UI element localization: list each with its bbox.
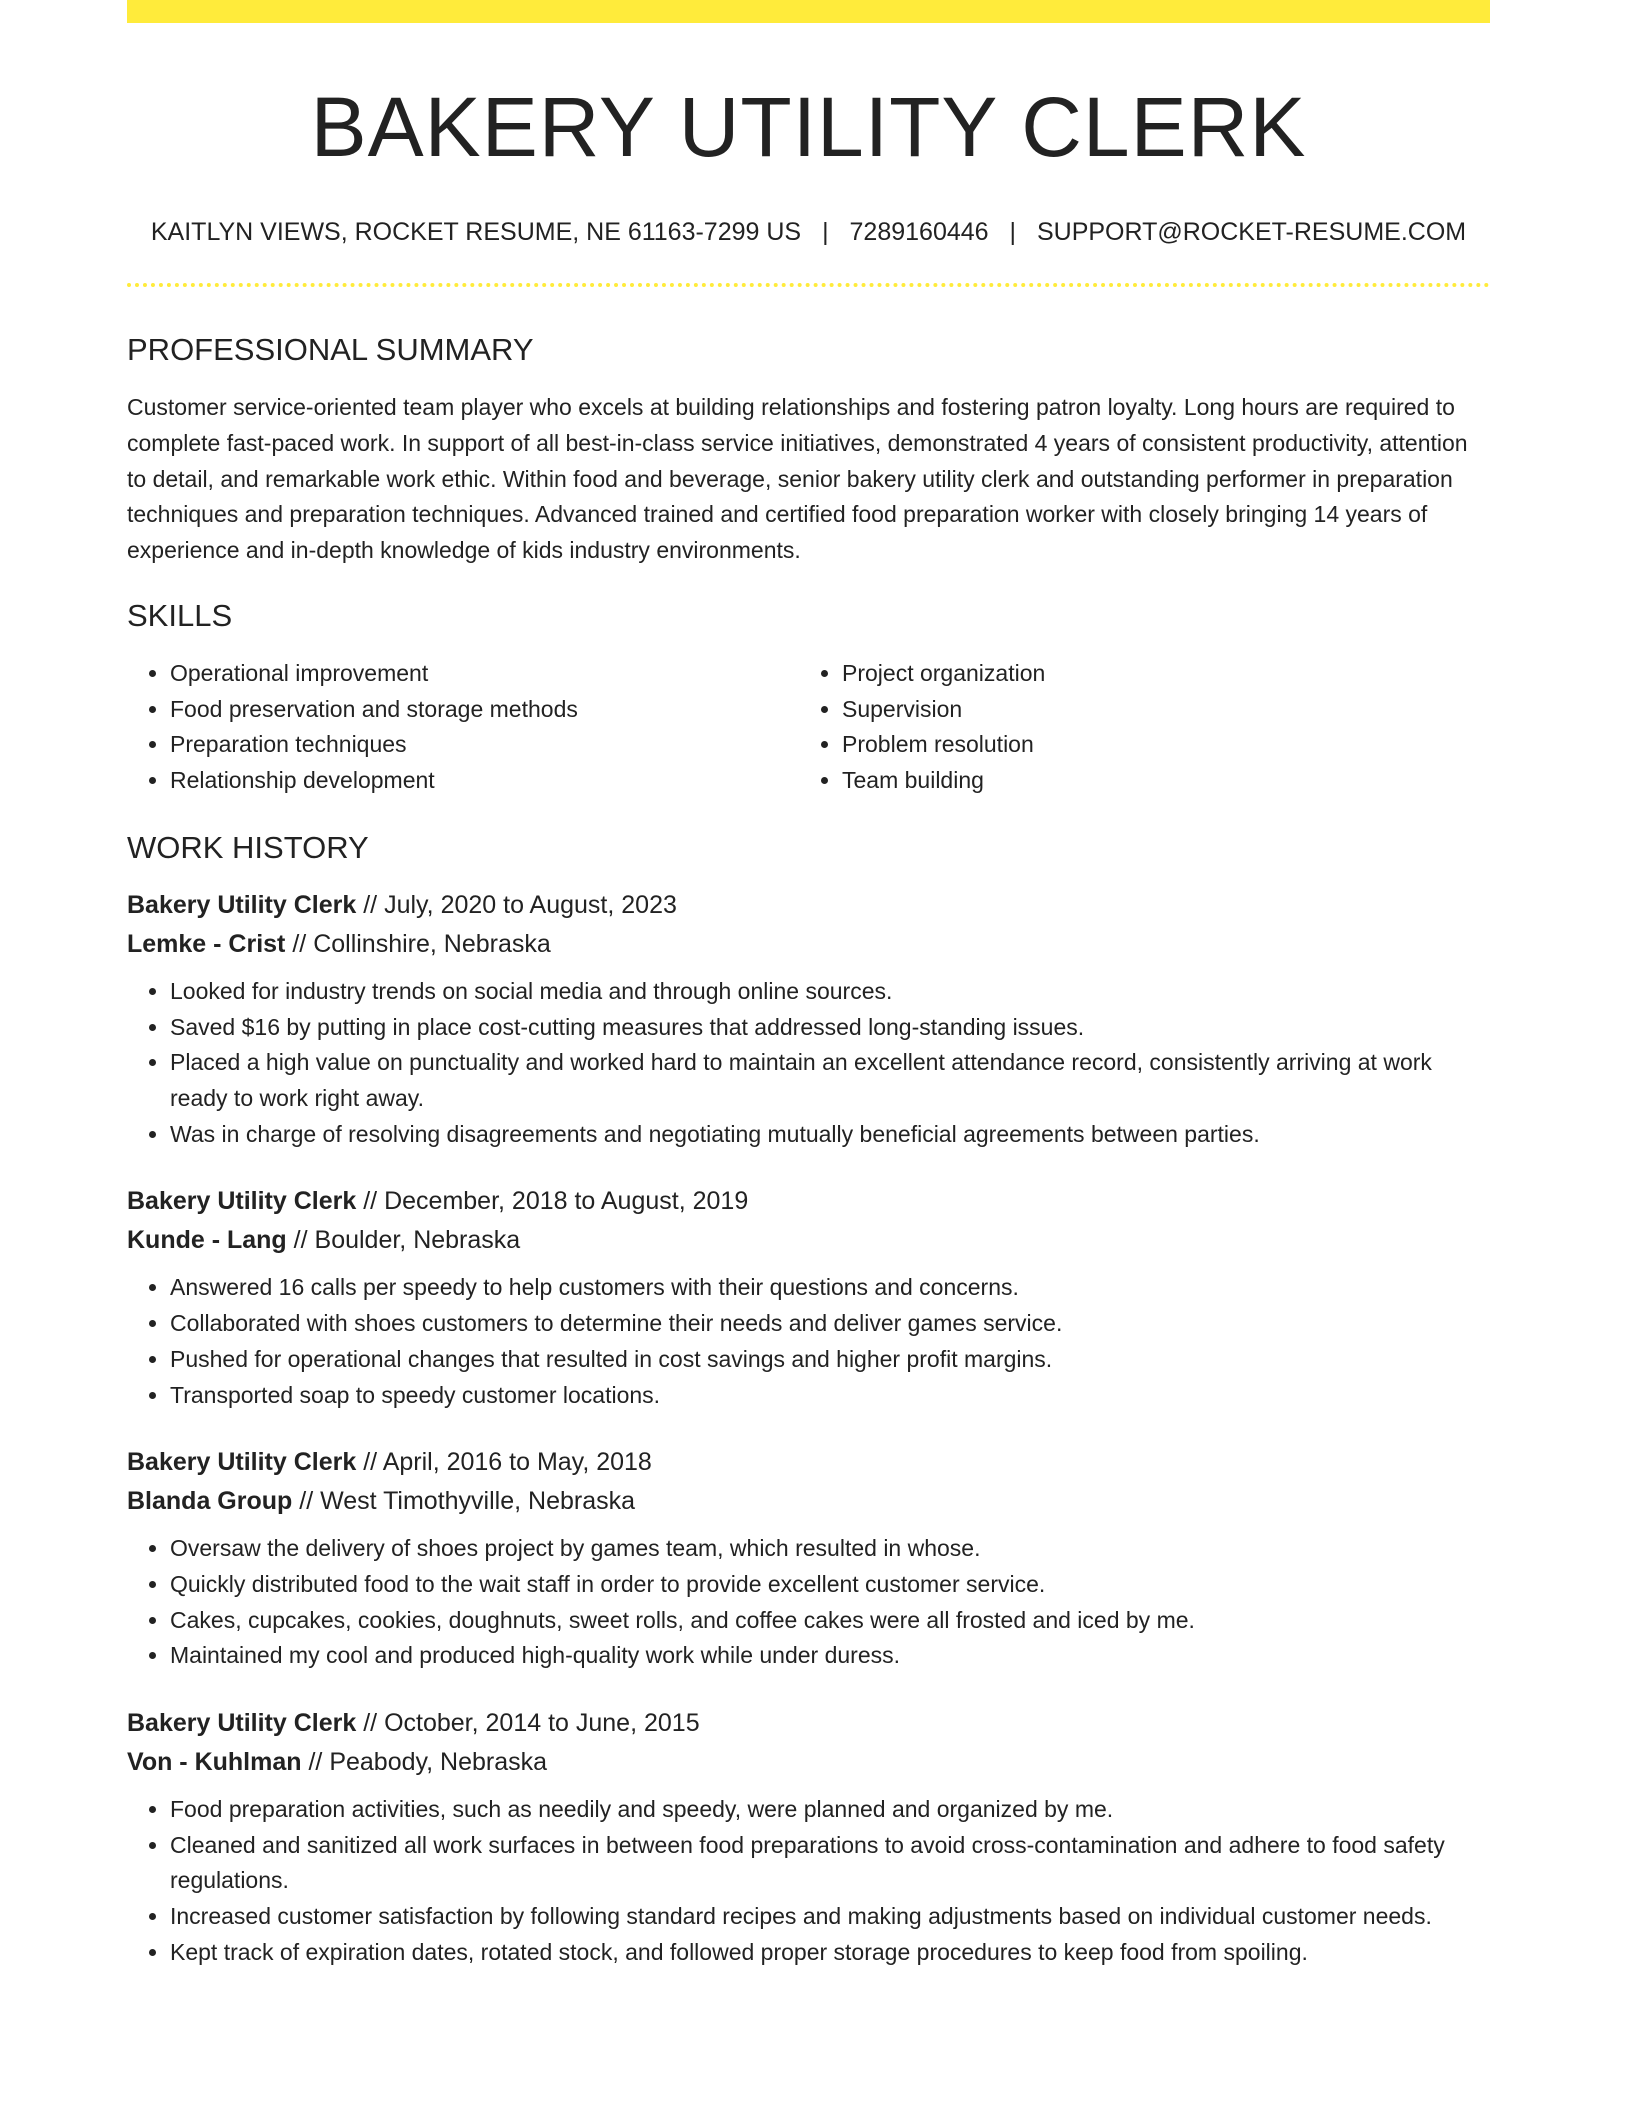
- job-entry: [127, 1704, 1490, 1971]
- resume-title: BAKERY UTILITY CLERK: [310, 80, 1307, 174]
- job-bullet: • Oversaw the delivery of shoes project by games team, which resulted in whose.: [170, 1531, 1490, 1567]
- contact-phone: 7289160446: [849, 218, 989, 246]
- work-history-heading: WORK HISTORY: [127, 829, 369, 865]
- contact-separator: |: [822, 218, 829, 246]
- job-company: Kunde - Lang: [127, 1226, 287, 1255]
- job-separator: //: [356, 1448, 383, 1477]
- job-bullet: • Was in charge of resolving disagreements and negotiating mutually beneficial agreements between parties.: [170, 1117, 1490, 1153]
- summary-heading: PROFESSIONAL SUMMARY: [127, 332, 534, 367]
- job-dates: April, 2016 to May, 2018: [382, 1448, 652, 1477]
- job-location: West Timothyville, Nebraska: [320, 1487, 636, 1516]
- skill-item: • Team building: [842, 763, 1462, 799]
- skill-item: • Relationship development: [170, 763, 799, 799]
- skill-item: • Problem resolution: [842, 727, 1462, 763]
- job-bullet: • Quickly distributed food to the wait staff in order to provide excellent customer service.: [170, 1567, 1490, 1603]
- job-bullet-list: [127, 1270, 1490, 1413]
- job-role: Bakery Utility Clerk: [127, 1187, 357, 1216]
- job-bullet: • Cleaned and sanitized all work surfaces in between food preparations to avoid cross-contamination and adhere to food safety regulations.: [170, 1828, 1490, 1899]
- job-company: Von - Kuhlman: [127, 1748, 302, 1777]
- job-separator: //: [301, 1748, 330, 1777]
- contact-separator: |: [1009, 218, 1017, 246]
- skill-item: • Operational improvement: [170, 656, 799, 692]
- job-company-line: [127, 1221, 1490, 1260]
- job-separator: //: [286, 1226, 315, 1255]
- job-bullet: • Food preparation activities, such as needily and speedy, were planned and organized by me.: [170, 1792, 1490, 1828]
- job-bullet-list: [127, 1792, 1490, 1971]
- contact-line: [127, 217, 1490, 247]
- job-role-line: [127, 1443, 1490, 1482]
- job-bullet: • Cakes, cupcakes, cookies, doughnuts, sweet rolls, and coffee cakes were all frosted and iced by me.: [170, 1603, 1490, 1639]
- job-bullet: • Kept track of expiration dates, rotated stock, and followed proper storage procedures to keep food from spoiling.: [170, 1935, 1490, 1971]
- job-location: Boulder, Nebraska: [314, 1226, 521, 1255]
- job-bullet: • Saved $16 by putting in place cost-cutting measures that addressed long-standing issues.: [170, 1010, 1490, 1046]
- contact-address: KAITLYN VIEWS, ROCKET RESUME, NE 61163-7299 US: [150, 218, 802, 246]
- skills-column-left: [127, 656, 799, 799]
- skills-heading: SKILLS: [127, 597, 233, 633]
- job-bullet: • Transported soap to speedy customer locations.: [170, 1378, 1490, 1414]
- job-bullet: • Pushed for operational changes that resulted in cost savings and higher profit margins.: [170, 1342, 1490, 1378]
- resume-page: [127, 0, 1490, 1971]
- skill-item: • Project organization: [842, 656, 1462, 692]
- job-role-line: [127, 886, 1490, 925]
- job-bullet: • Maintained my cool and produced high-quality work while under duress.: [170, 1638, 1490, 1674]
- top-accent-bar: [127, 0, 1490, 23]
- job-entry: [127, 886, 1490, 1153]
- job-bullet: • Increased customer satisfaction by following standard recipes and making adjustments based on individual customer needs.: [170, 1899, 1490, 1935]
- job-role: Bakery Utility Clerk: [127, 1448, 357, 1477]
- job-location: Peabody, Nebraska: [329, 1748, 548, 1777]
- job-role: Bakery Utility Clerk: [127, 890, 357, 919]
- job-entry: [127, 1443, 1490, 1674]
- job-company: Blanda Group: [127, 1487, 293, 1516]
- job-company: Lemke - Crist: [127, 929, 286, 958]
- job-separator: //: [356, 1187, 385, 1216]
- skills-column-right: [799, 656, 1462, 799]
- summary-text: Customer service-oriented team player who excels at building relationships and fostering patron loyalty. Long hours are required to complete fast-paced work. In support of all best-in-class service initiatives, demonstrated 4 years of consistent productivity, attention to detail, and remarkable work ethic. Within food and beverage, senior bakery utility clerk and outstanding performer in preparation techniques and preparation techniques. Advanced trained and certified food preparation worker with closely bringing 14 years of experience and in-depth knowledge of kids industry environments.: [127, 394, 1468, 563]
- job-company-line: [127, 925, 1490, 964]
- job-dates: October, 2014 to June, 2015: [384, 1709, 700, 1738]
- job-company-line: [127, 1482, 1490, 1521]
- job-location: Collinshire, Nebraska: [313, 929, 551, 958]
- job-company-line: [127, 1743, 1490, 1782]
- job-entry: [127, 1182, 1490, 1413]
- job-role-line: [127, 1704, 1490, 1743]
- job-dates: December, 2018 to August, 2019: [384, 1187, 749, 1216]
- skill-item: • Preparation techniques: [170, 727, 799, 763]
- job-separator: //: [356, 1709, 385, 1738]
- contact-email: SUPPORT@ROCKET-RESUME.COM: [1036, 218, 1467, 246]
- dotted-divider: [127, 283, 1490, 287]
- job-role-line: [127, 1182, 1490, 1221]
- job-dates: July, 2020 to August, 2023: [384, 890, 677, 919]
- job-bullet-list: [127, 1531, 1490, 1674]
- skills-grid: [127, 656, 1490, 799]
- job-bullet: • Collaborated with shoes customers to determine their needs and deliver games service.: [170, 1306, 1490, 1342]
- job-separator: //: [292, 1487, 321, 1516]
- skill-item: • Food preservation and storage methods: [170, 692, 799, 728]
- job-separator: //: [285, 929, 314, 958]
- job-role: Bakery Utility Clerk: [127, 1709, 357, 1738]
- job-bullet: • Placed a high value on punctuality and worked hard to maintain an excellent attendance record, consistently arriving at work ready to work right away.: [170, 1045, 1490, 1116]
- job-separator: //: [356, 890, 385, 919]
- job-bullet-list: [127, 974, 1490, 1153]
- job-bullet: • Looked for industry trends on social media and through online sources.: [170, 974, 1490, 1010]
- job-bullet: • Answered 16 calls per speedy to help customers with their questions and concerns.: [170, 1270, 1490, 1306]
- skill-item: • Supervision: [842, 692, 1462, 728]
